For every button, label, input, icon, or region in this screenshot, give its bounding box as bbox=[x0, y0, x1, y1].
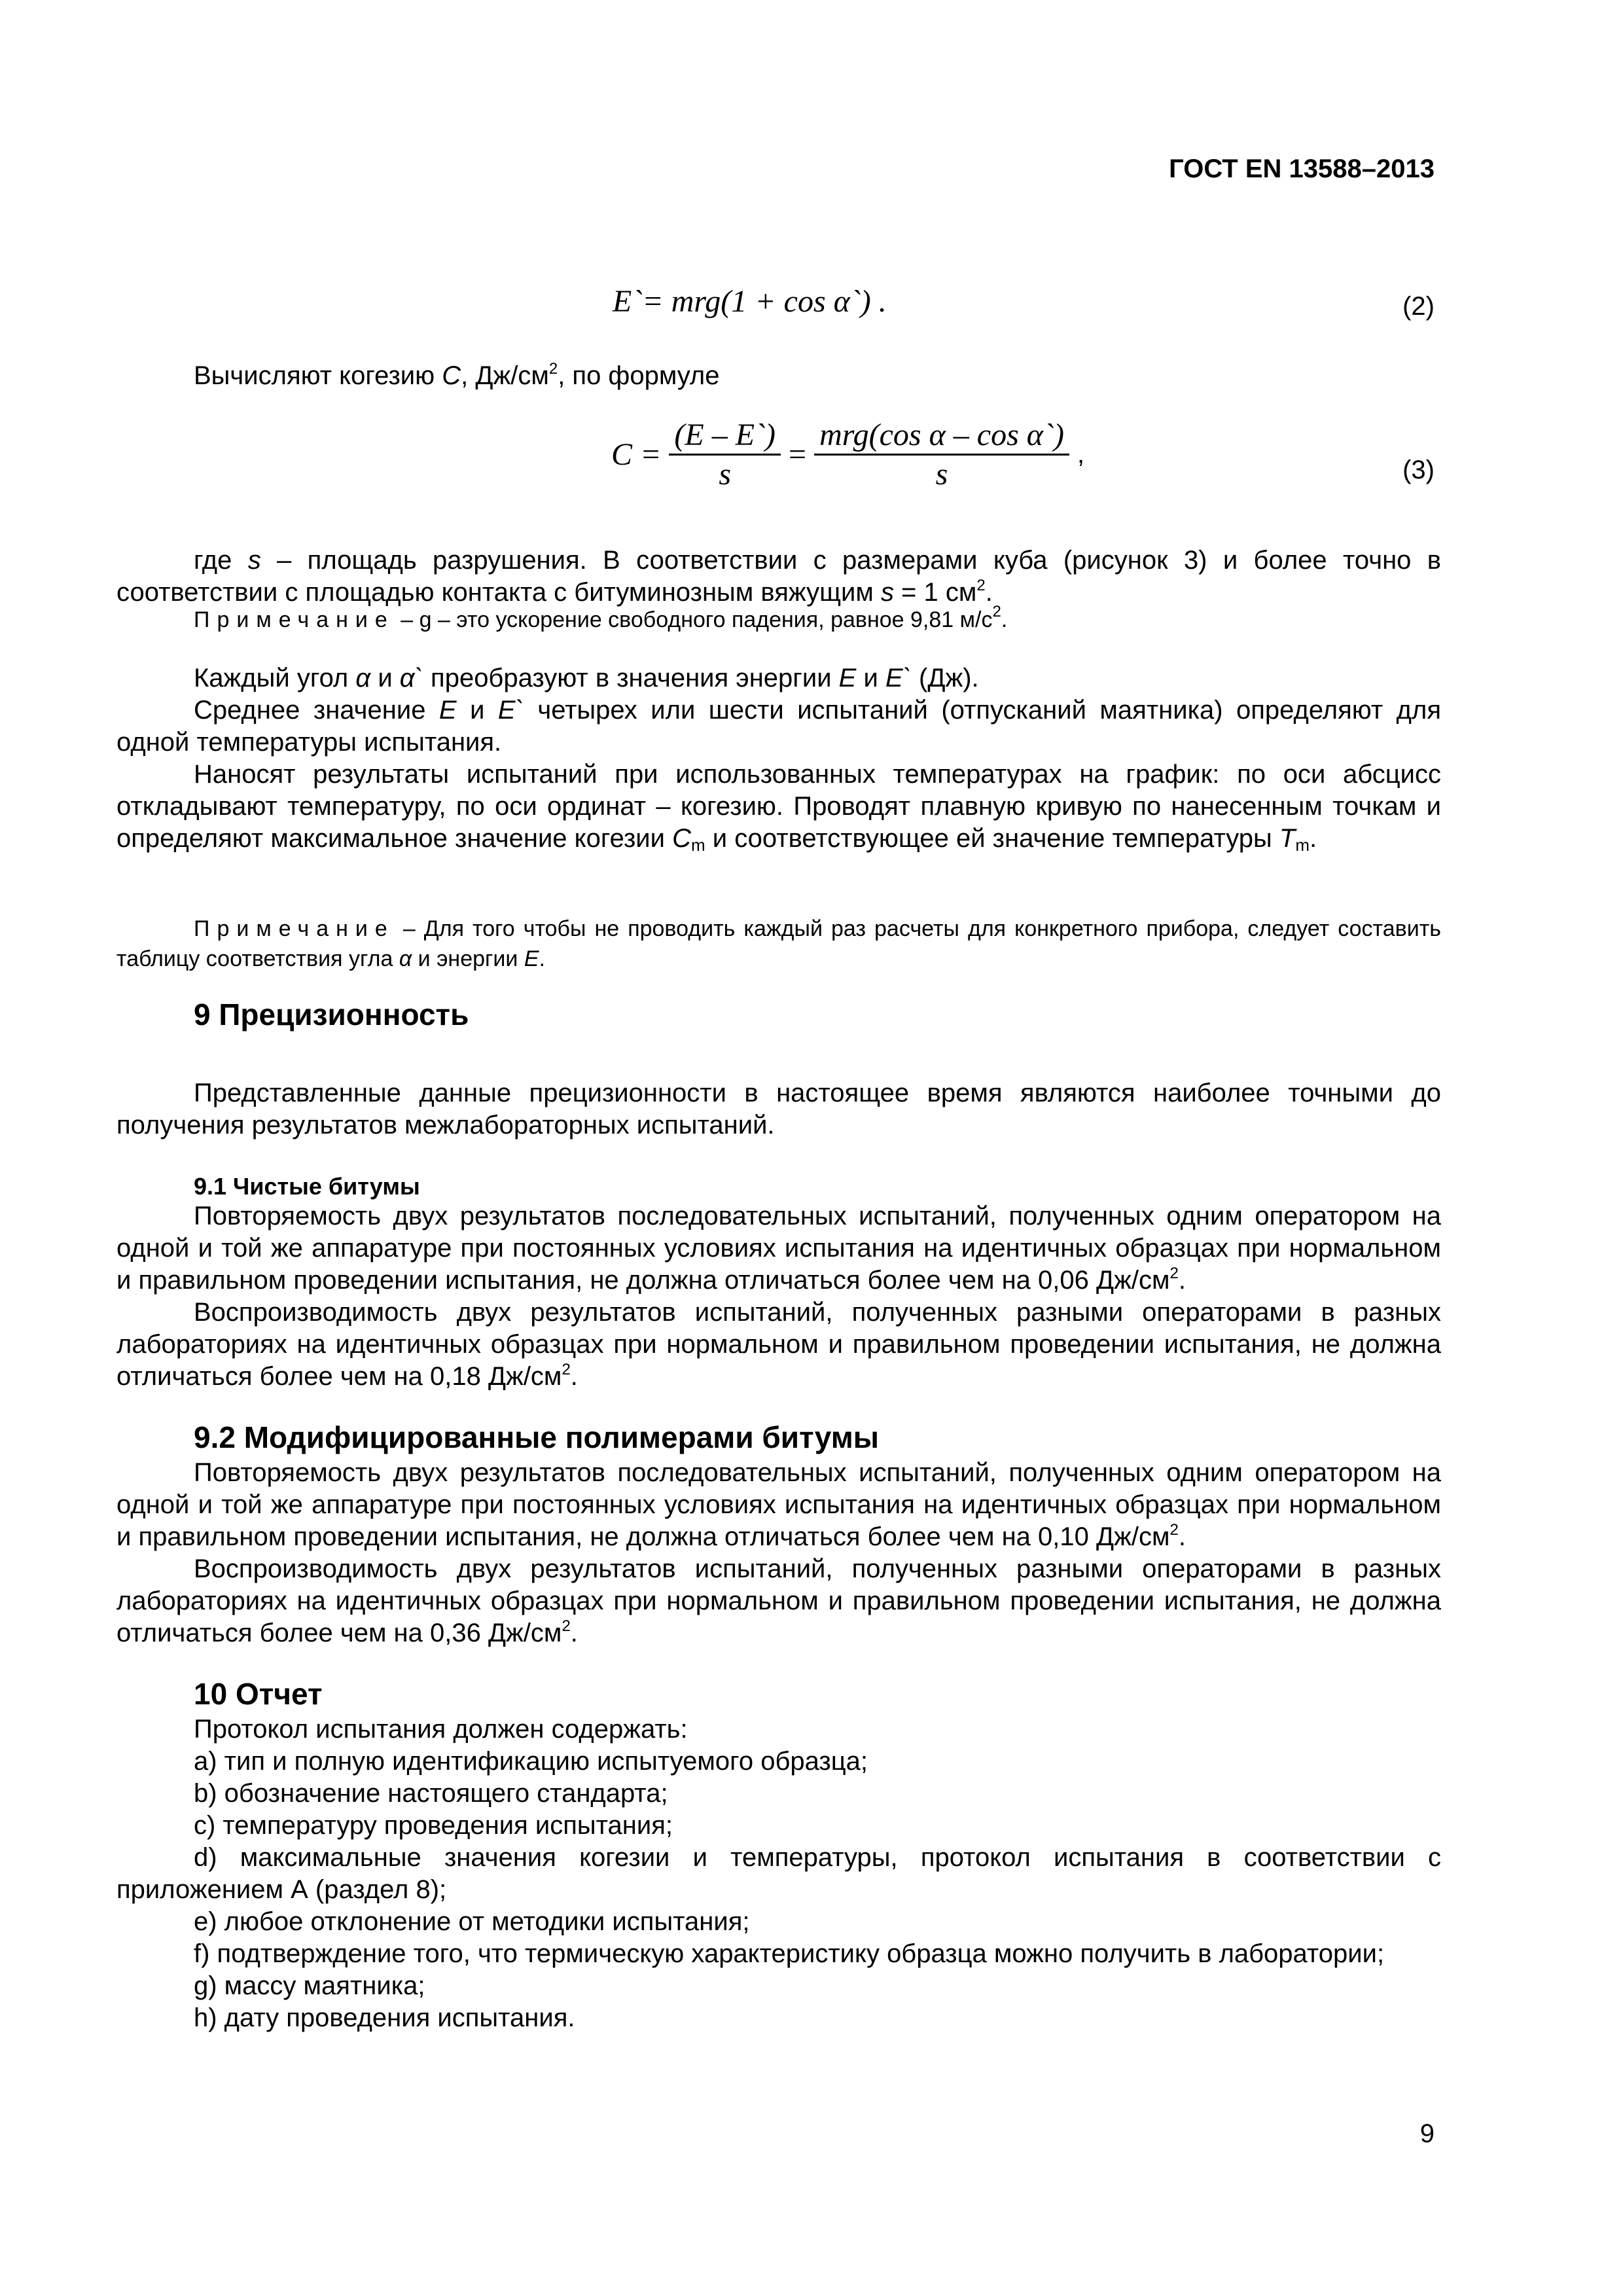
subsection-9-1-heading: 9.1 Чистые битумы bbox=[194, 1173, 420, 1200]
precision-intro: Представленные данные прецизионности в настоящее время являются наиболее точными до получения результатов межлабораторных испытаний. bbox=[116, 1079, 1441, 1139]
plot-paragraph: Наносят результаты испытаний при использованных температурах на график: по оси абсцисс откладывают температуру, по оси ординат – когезию. Проводят плавную кривую по нанесенным точкам и определяют максимальное значение когезии $C_m$ и соответствующее ей значение температуры $T_m$. bbox=[116, 760, 1441, 855]
note-2: Примечание – Для того чтобы не проводить каждый раз расчеты для конкретного прибора, следует составить таблицу соответствия угла α и энергии E. bbox=[116, 916, 1441, 971]
sub91-repeatability: Повторяемость двух результатов последовательных испытаний, полученных одним оператором на одной и той же аппаратуре при постоянных условиях испытания на идентичных образцах при нормальном и правильном проведении испытания, не должна отличаться более чем на 0,06 $Дж/см^2$. bbox=[116, 1202, 1441, 1295]
sub92-repeatability: Повторяемость двух результатов последовательных испытаний, полученных одним оператором на одной и той же аппаратуре при постоянных условиях испытания на идентичных образцах при нормальном и правильном проведении испытания, не должна отличаться более чем на 0,10 $Дж/см^2$. bbox=[116, 1458, 1441, 1551]
section-10-heading: 10 Отчет bbox=[194, 1677, 323, 1711]
note-1: Примечание – g – это ускорение свободного падения, равное 9,81 $м/с^2$. bbox=[194, 603, 1008, 632]
page-number: 9 bbox=[1419, 2119, 1435, 2148]
list-item: g) массу маятника; bbox=[194, 1971, 425, 2000]
subsection-9-2-heading: 9.2 Модифицированные полимерами битумы bbox=[194, 1420, 880, 1454]
list-item: f) подтверждение того, что термическую характеристику образца можно получить в лаборатории; bbox=[194, 1939, 1385, 1968]
formula-2-number: (2) bbox=[1402, 292, 1435, 321]
angle-paragraph: Каждый угол α и α` преобразуют в значения энергии E и E` (Дж). bbox=[194, 664, 979, 692]
sub91-reproducibility: Воспроизводимость двух результатов испытаний, полученных разными операторами в разных лабораториях на идентичных образцах при нормальном и правильном проведении испытания, не должна отличаться более чем на 0,18 $Дж/см^2$. bbox=[116, 1298, 1441, 1391]
formula-3-number: (3) bbox=[1402, 456, 1435, 484]
report-intro: Протокол испытания должен содержать: bbox=[194, 1715, 688, 1744]
document-header: ГОСТ EN 13588–2013 bbox=[1169, 154, 1435, 183]
list-item: b) обозначение настоящего стандарта; bbox=[194, 1779, 668, 1808]
list-item: d) максимальные значения когезии и температуры, протокол испытания в соответствии с приложением А (раздел 8); bbox=[116, 1843, 1441, 1904]
list-item: а) тип и полную идентификацию испытуемого образца; bbox=[194, 1747, 868, 1776]
list-item: c) температуру проведения испытания; bbox=[194, 1811, 673, 1840]
sub92-reproducibility: Воспроизводимость двух результатов испытаний, полученных разными операторами в разных лабораториях на идентичных образцах при нормальном и правильном проведении испытания, не должна отличаться более чем на 0,36 $Дж/см^2$. bbox=[116, 1554, 1441, 1647]
where-s-paragraph: где s – площадь разрушения. В соответствии с размерами куба (рисунок 3) и более точно в соответствии с площадью контакта с битуминозным вяжущим s = 1 $см^2$. bbox=[116, 546, 1441, 607]
formula-3: C = $\frac{(E - E`)}{s}$ = $\frac{\text{mrg(cos α – cos α`)}}{s}$ , bbox=[611, 418, 1085, 492]
mean-paragraph: Среднее значение E и E` четырех или шести испытаний (отпусканий маятника) определяют для одной температуры испытания. bbox=[116, 696, 1442, 757]
list-item: e) любое отклонение от методики испытания; bbox=[194, 1907, 750, 1936]
report-list bbox=[116, 1713, 1441, 2034]
cohesion-intro: Вычисляют когезию C, $Дж/см^2$, по формуле bbox=[194, 360, 720, 390]
list-item: h) дату проведения испытания. bbox=[194, 2003, 575, 2032]
section-9-heading: 9 Прецизионность bbox=[194, 997, 469, 1031]
formula-2: E`= mrg(1 + cos α`) . bbox=[613, 284, 887, 319]
